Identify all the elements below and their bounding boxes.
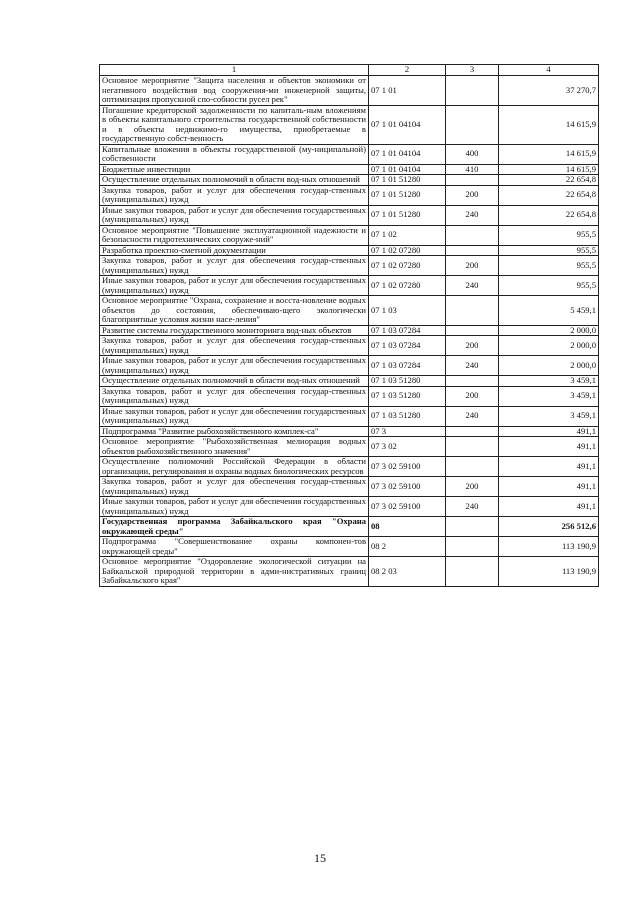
row-amount: 3 459,1: [499, 386, 599, 406]
row-expense-type: 200: [446, 185, 499, 205]
row-code: 07 1 02 07280: [369, 276, 446, 296]
row-code: 07 1 01 51280: [369, 185, 446, 205]
row-amount: 491,1: [499, 477, 599, 497]
row-name: Развитие системы государственного мониторинга вод-ных объектов: [100, 325, 369, 336]
row-expense-type: [446, 296, 499, 326]
row-amount: 14 615,9: [499, 144, 599, 164]
row-name: Иные закупки товаров, работ и услуг для обеспечения государственных (муниципальных) нужд: [100, 406, 369, 426]
row-code: 07 3 02 59100: [369, 457, 446, 477]
table-row: [100, 557, 599, 587]
row-expense-type: 240: [446, 497, 499, 517]
table-row: [100, 457, 599, 477]
row-expense-type: [446, 376, 499, 387]
row-expense-type: [446, 245, 499, 256]
table-row: [100, 245, 599, 256]
table-row: [100, 356, 599, 376]
table-row: [100, 406, 599, 426]
row-amount: 3 459,1: [499, 376, 599, 387]
table-row: [100, 537, 599, 557]
row-name: Разработка проектно-сметной документации: [100, 245, 369, 256]
row-code: 07 1 03: [369, 296, 446, 326]
table-row: [100, 76, 599, 106]
row-amount: 955,5: [499, 276, 599, 296]
row-amount: 491,1: [499, 457, 599, 477]
row-expense-type: 200: [446, 477, 499, 497]
row-expense-type: 240: [446, 205, 499, 225]
row-code: 07 1 01 04104: [369, 105, 446, 144]
table-row: [100, 517, 599, 537]
row-expense-type: [446, 175, 499, 186]
row-amount: 491,1: [499, 426, 599, 437]
row-name: Основное мероприятие "Защита населения и объектов экономики от негативного воздействия вод сооружения-ми инженерной защиты, оптимизация пропускной спо-собности русел рек": [100, 76, 369, 106]
row-amount: 37 270,7: [499, 76, 599, 106]
table-row: [100, 497, 599, 517]
table-header-row: [100, 65, 599, 76]
row-name: Капитальные вложения в объекты государственной (му-ниципальной) собственности: [100, 144, 369, 164]
row-expense-type: 240: [446, 406, 499, 426]
row-expense-type: 240: [446, 356, 499, 376]
row-amount: 14 615,9: [499, 105, 599, 144]
header-col-2: 2: [369, 65, 446, 76]
row-code: 08 2 03: [369, 557, 446, 587]
row-name: Закупка товаров, работ и услуг для обеспечения государ-ственных (муниципальных) нужд: [100, 386, 369, 406]
row-amount: 955,5: [499, 225, 599, 245]
row-code: 07 1 01 04104: [369, 144, 446, 164]
row-amount: 113 190,9: [499, 537, 599, 557]
row-amount: 22 654,8: [499, 185, 599, 205]
row-name: Иные закупки товаров, работ и услуг для обеспечения государственных (муниципальных) нужд: [100, 356, 369, 376]
row-name: Закупка товаров, работ и услуг для обеспечения государ-ственных (муниципальных) нужд: [100, 477, 369, 497]
table-row: [100, 185, 599, 205]
row-name: Подпрограмма "Развитие рыбохозяйственного комплек-са": [100, 426, 369, 437]
row-code: 07 3 02 59100: [369, 497, 446, 517]
page-number: 15: [314, 851, 326, 865]
table-row: [100, 225, 599, 245]
row-amount: 2 000,0: [499, 336, 599, 356]
table-row: [100, 164, 599, 175]
row-amount: 491,1: [499, 497, 599, 517]
row-amount: 2 000,0: [499, 325, 599, 336]
row-name: Основное мероприятие "Рыбохозяйственная мелиорация водных объектов рыбохозяйственного значения": [100, 437, 369, 457]
table-row: [100, 325, 599, 336]
row-code: 08 2: [369, 537, 446, 557]
row-expense-type: 240: [446, 276, 499, 296]
row-amount: 22 654,8: [499, 205, 599, 225]
table-row: [100, 144, 599, 164]
row-code: 07 1 02 07280: [369, 256, 446, 276]
row-amount: 256 512,6: [499, 517, 599, 537]
header-col-3: 3: [446, 65, 499, 76]
row-expense-type: 410: [446, 164, 499, 175]
row-expense-type: 200: [446, 336, 499, 356]
row-amount: 113 190,9: [499, 557, 599, 587]
row-code: 07 1 03 51280: [369, 376, 446, 387]
row-amount: 491,1: [499, 437, 599, 457]
row-code: 07 1 02: [369, 225, 446, 245]
row-name: Осуществление отдельных полномочий в области вод-ных отношений: [100, 175, 369, 186]
table-row: [100, 175, 599, 186]
row-name: Бюджетные инвестиции: [100, 164, 369, 175]
row-code: 07 1 03 07284: [369, 356, 446, 376]
row-code: 07 1 03 07284: [369, 325, 446, 336]
row-code: 07 3 02: [369, 437, 446, 457]
row-expense-type: [446, 426, 499, 437]
row-code: 07 3 02 59100: [369, 477, 446, 497]
row-code: 07 1 01 51280: [369, 205, 446, 225]
row-name: Основное мероприятие "Оздоровление экологической ситуации на Байкальской природной территории в адми-нистративных границ Забайкальского края": [100, 557, 369, 587]
table-row: [100, 477, 599, 497]
table-row: [100, 205, 599, 225]
budget-table: [99, 64, 599, 587]
row-expense-type: [446, 76, 499, 106]
row-name: Осуществление отдельных полномочий в области вод-ных отношений: [100, 376, 369, 387]
header-col-4: 4: [499, 65, 599, 76]
row-expense-type: [446, 537, 499, 557]
table-row: [100, 376, 599, 387]
row-name: Закупка товаров, работ и услуг для обеспечения государ-ственных (муниципальных) нужд: [100, 336, 369, 356]
header-col-1: 1: [100, 65, 369, 76]
row-name: Закупка товаров, работ и услуг для обеспечения государ-ственных (муниципальных) нужд: [100, 256, 369, 276]
row-expense-type: 200: [446, 256, 499, 276]
row-name: Основное мероприятие "Охрана, сохранение и восста-новление водных объектов до состояния, обеспечиваю-щего экологически благоприятные условия жизни насе-ления": [100, 296, 369, 326]
table-row: [100, 105, 599, 144]
table-body: [100, 76, 599, 587]
row-code: 07 1 01 04104: [369, 164, 446, 175]
row-code: 07 1 03 51280: [369, 406, 446, 426]
row-code: 07 1 01 51280: [369, 175, 446, 186]
row-amount: 14 615,9: [499, 164, 599, 175]
row-code: 07 1 03 51280: [369, 386, 446, 406]
table-row: [100, 296, 599, 326]
row-amount: 3 459,1: [499, 406, 599, 426]
table-row: [100, 386, 599, 406]
row-expense-type: [446, 105, 499, 144]
row-name: Осуществление полномочий Российской Федерации в области организации, регулирования и охраны водных биологических ресурсов: [100, 457, 369, 477]
table-row: [100, 276, 599, 296]
table-row: [100, 426, 599, 437]
row-expense-type: [446, 325, 499, 336]
row-code: 07 3: [369, 426, 446, 437]
row-expense-type: [446, 437, 499, 457]
row-code: 07 1 02 07280: [369, 245, 446, 256]
table-row: [100, 256, 599, 276]
row-amount: 5 459,1: [499, 296, 599, 326]
table-row: [100, 437, 599, 457]
row-name: Государственная программа Забайкальского края "Охрана окружающей среды": [100, 517, 369, 537]
table-row: [100, 336, 599, 356]
row-expense-type: 200: [446, 386, 499, 406]
row-code: 07 1 03 07284: [369, 336, 446, 356]
row-amount: 2 000,0: [499, 356, 599, 376]
row-name: Подпрограмма "Совершенствование охраны компонен-тов окружающей среды": [100, 537, 369, 557]
row-name: Иные закупки товаров, работ и услуг для обеспечения государственных (муниципальных) нужд: [100, 205, 369, 225]
row-expense-type: [446, 457, 499, 477]
row-name: Иные закупки товаров, работ и услуг для обеспечения государственных (муниципальных) нужд: [100, 276, 369, 296]
row-amount: 955,5: [499, 245, 599, 256]
row-amount: 955,5: [499, 256, 599, 276]
row-name: Иные закупки товаров, работ и услуг для обеспечения государственных (муниципальных) нужд: [100, 497, 369, 517]
row-code: 07 1 01: [369, 76, 446, 106]
row-name: Закупка товаров, работ и услуг для обеспечения государ-ственных (муниципальных) нужд: [100, 185, 369, 205]
row-expense-type: 400: [446, 144, 499, 164]
row-name: Основное мероприятие "Повышение эксплуатационной надежности и безопасности гидротехнических сооруже-ний": [100, 225, 369, 245]
row-expense-type: [446, 517, 499, 537]
row-code: 08: [369, 517, 446, 537]
row-name: Погашение кредиторской задолженности по капиталь-ным вложениям в объекты капитального строительства государственной собственности и в объекты недвижимо-го имущества, приобретаемые в государственную собст-венность: [100, 105, 369, 144]
row-expense-type: [446, 557, 499, 587]
row-expense-type: [446, 225, 499, 245]
row-amount: 22 654,8: [499, 175, 599, 186]
